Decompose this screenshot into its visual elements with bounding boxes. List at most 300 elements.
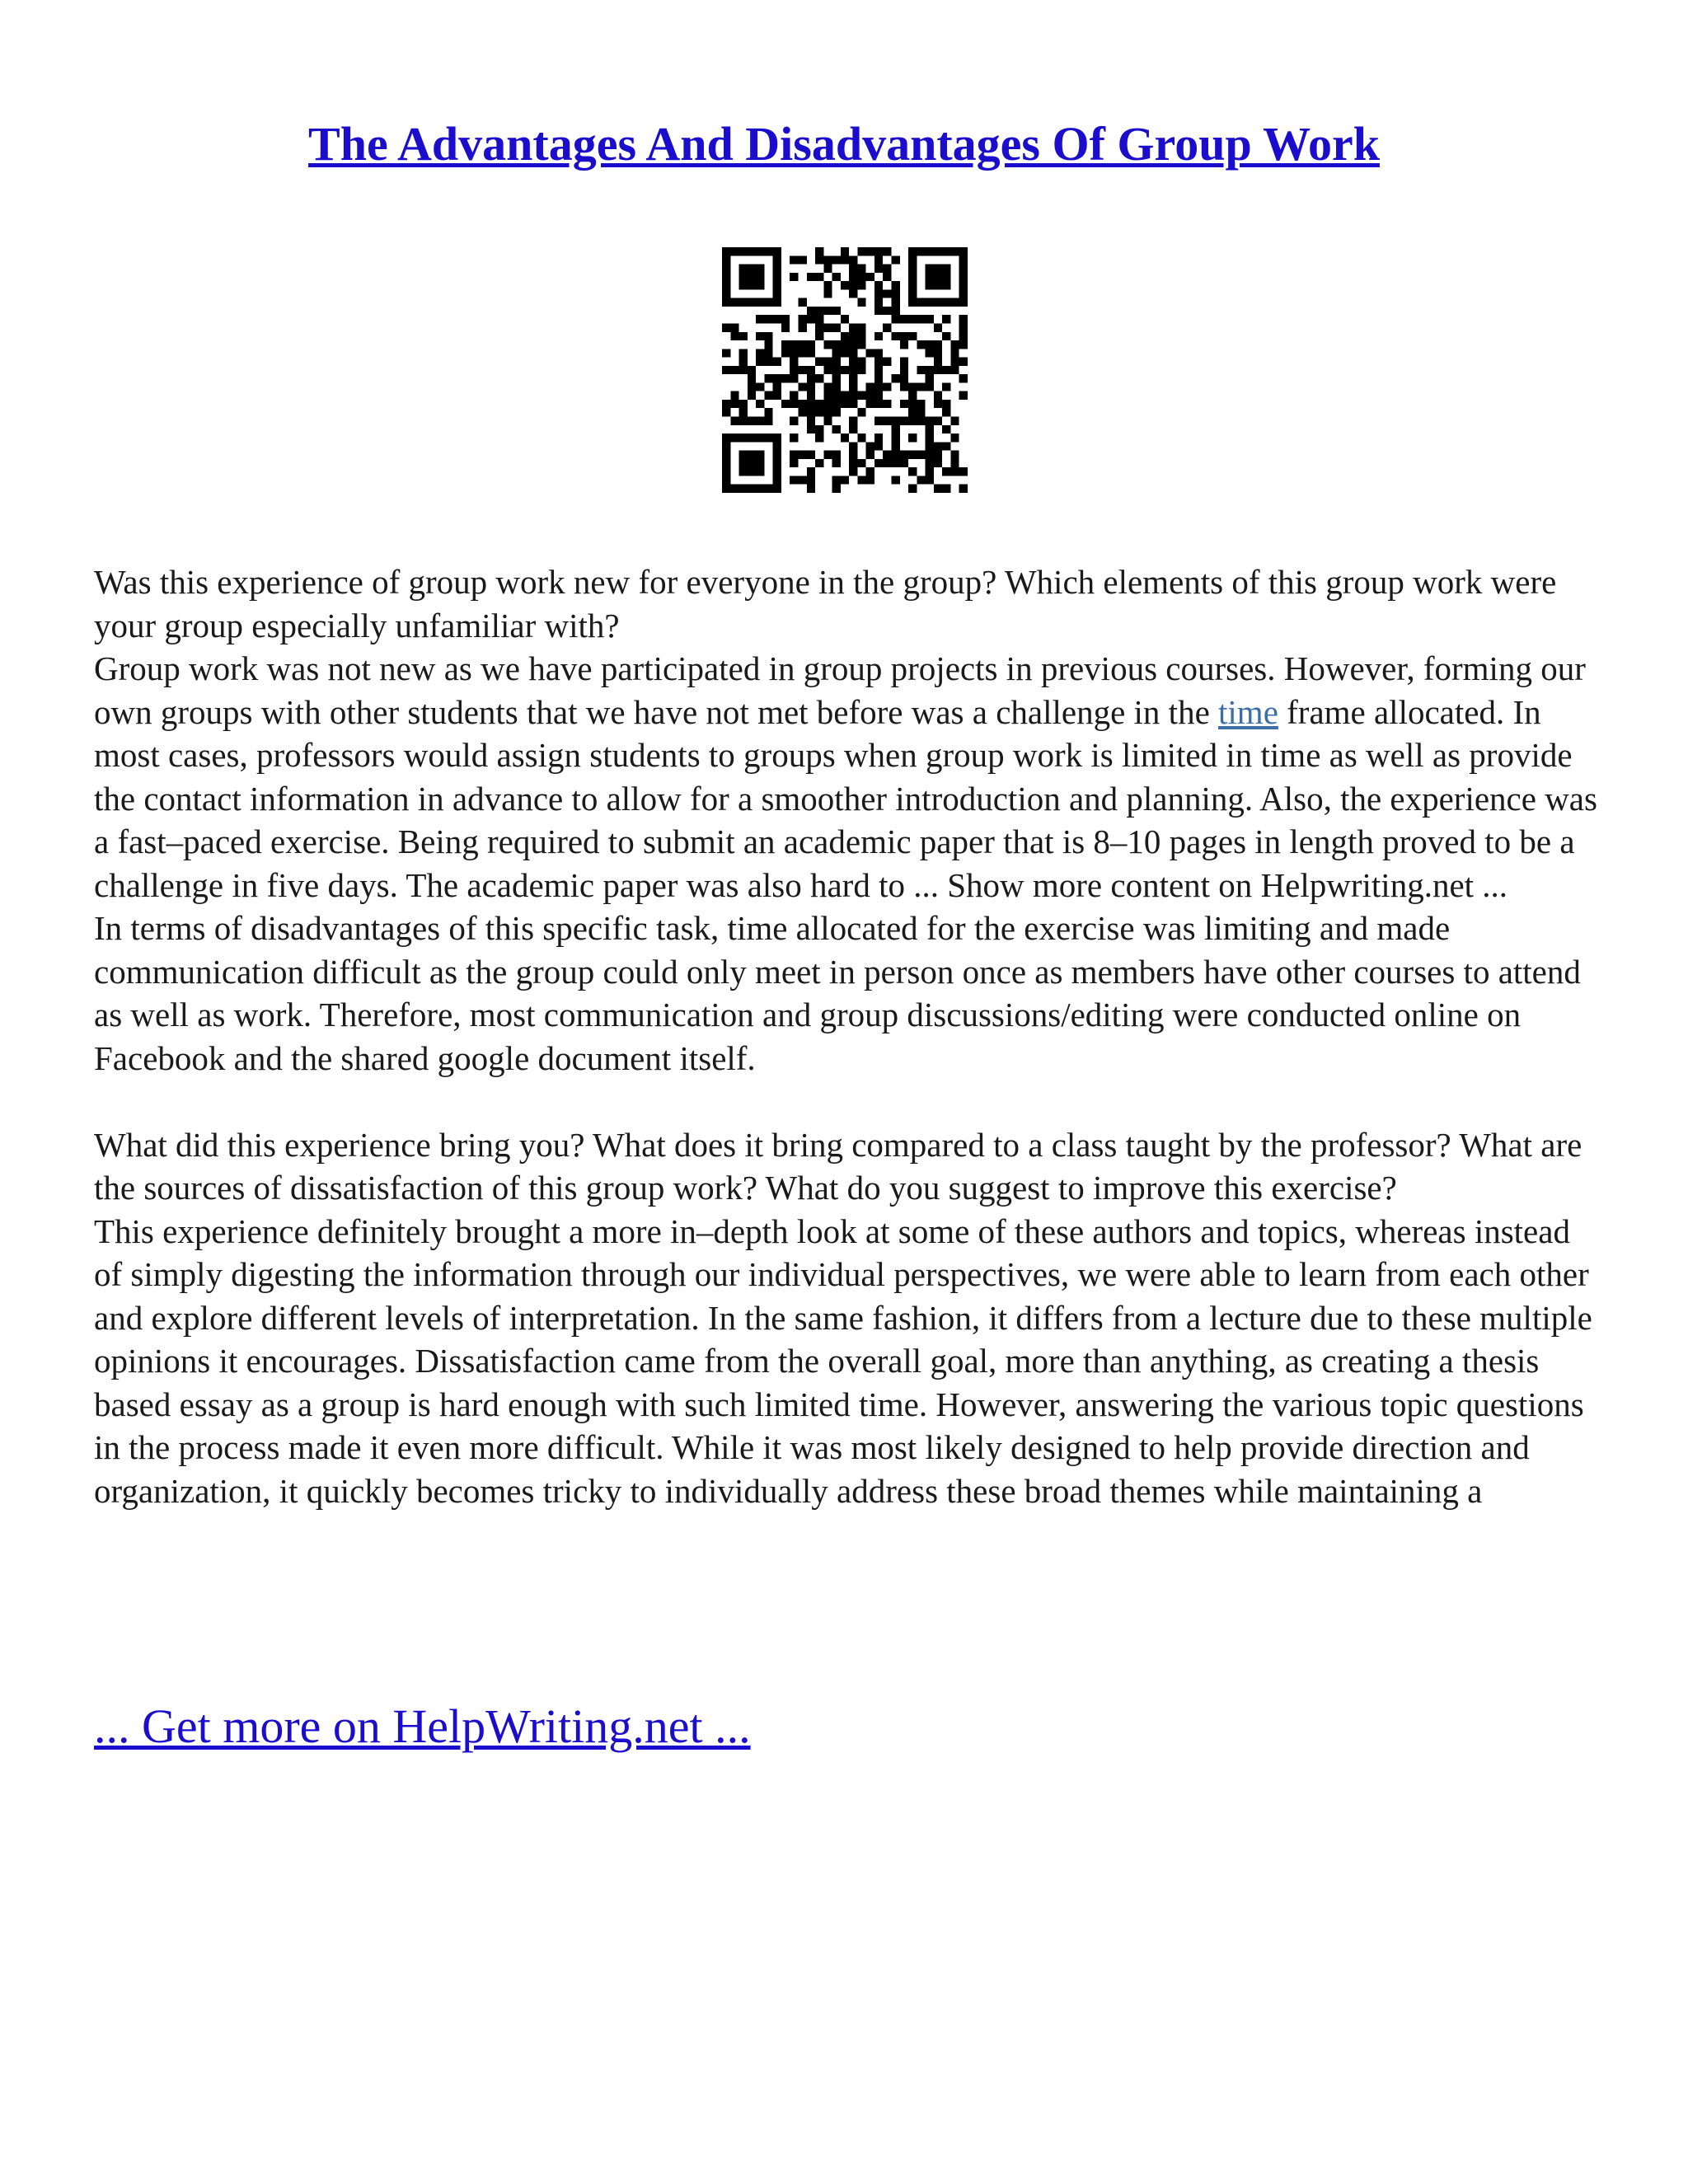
qr-module: [934, 298, 942, 307]
qr-module: [823, 382, 832, 391]
qr-module: [841, 476, 849, 484]
qr-module: [773, 273, 781, 281]
qr-module: [815, 434, 823, 442]
qr-module: [950, 417, 959, 425]
qr-module: [815, 408, 823, 416]
qr-module: [807, 485, 815, 493]
qr-module: [790, 476, 798, 484]
qr-module: [823, 366, 832, 374]
qr-module: [942, 315, 950, 323]
qr-module: [934, 485, 942, 493]
qr-module: [950, 451, 959, 459]
qr-module: [807, 273, 815, 281]
qr-module: [892, 459, 900, 467]
qr-module: [942, 281, 950, 289]
qr-module: [773, 451, 781, 459]
qr-module: [959, 265, 968, 273]
qr-module: [748, 382, 756, 391]
qr-module: [832, 382, 841, 391]
qr-module: [798, 323, 806, 331]
answer-1-text-end: frame allocated. In most cases, professors would assign students to groups when group work is limited in time as well as provide the contact information in advance to allow for a smoother introduction and planning. Also, the experience was a fast–paced exercise. Being required to submit an academic paper that is 8–10 pages in length proved to be a challenge in five days. The academic paper was also hard to ... Show more content on Helpwriting.net ...: [94, 692, 1597, 904]
get-more-link[interactable]: ... Get more on HelpWriting.net ...: [94, 1699, 751, 1753]
document-body: [94, 560, 1602, 1512]
qr-module: [959, 298, 968, 307]
qr-module: [874, 349, 883, 357]
qr-module: [764, 315, 772, 323]
qr-module: [798, 315, 806, 323]
qr-module: [773, 374, 781, 382]
qr-module: [892, 374, 900, 382]
qr-module: [807, 400, 815, 408]
qr-module: [917, 315, 925, 323]
qr-module: [748, 417, 756, 425]
qr-module: [874, 434, 883, 442]
qr-module: [874, 442, 883, 450]
qr-module: [773, 467, 781, 476]
qr-module: [739, 265, 748, 273]
qr-module: [748, 247, 756, 255]
qr-module: [722, 323, 730, 331]
qr-module: [917, 400, 925, 408]
qr-module: [756, 349, 764, 357]
qr-module: [748, 391, 756, 400]
qr-module: [900, 315, 908, 323]
qr-module: [959, 323, 968, 331]
qr-module: [926, 459, 934, 467]
qr-module: [756, 434, 764, 442]
qr-module: [917, 408, 925, 416]
qr-module: [748, 366, 756, 374]
qr-module: [900, 417, 908, 425]
qr-module: [900, 374, 908, 382]
qr-module: [748, 467, 756, 476]
qr-module: [959, 332, 968, 340]
qr-module: [815, 358, 823, 366]
qr-module: [730, 298, 738, 307]
qr-module: [857, 366, 865, 374]
qr-module: [900, 358, 908, 366]
qr-module: [934, 459, 942, 467]
qr-module: [807, 425, 815, 434]
qr-module: [739, 273, 748, 281]
qr-module: [849, 255, 857, 264]
qr-module: [832, 485, 841, 493]
qr-module: [950, 434, 959, 442]
qr-module: [722, 476, 730, 484]
qr-module: [874, 366, 883, 374]
qr-module: [874, 358, 883, 366]
qr-module: [857, 459, 865, 467]
qr-module: [892, 425, 900, 434]
qr-module: [790, 451, 798, 459]
qr-module: [866, 442, 874, 450]
qr-module: [739, 298, 748, 307]
qr-module: [883, 265, 891, 273]
qr-module: [815, 255, 823, 264]
qr-module: [730, 366, 738, 374]
qr-module: [857, 434, 865, 442]
qr-module: [849, 425, 857, 434]
qr-module: [926, 265, 934, 273]
qr-module: [764, 434, 772, 442]
qr-module: [790, 340, 798, 349]
qr-module: [841, 281, 849, 289]
qr-module: [934, 391, 942, 400]
qr-module: [917, 451, 925, 459]
qr-module: [908, 400, 917, 408]
qr-module: [815, 315, 823, 323]
qr-module: [917, 417, 925, 425]
qr-module: [773, 255, 781, 264]
qr-module: [908, 265, 917, 273]
qr-module: [756, 247, 764, 255]
qr-module: [722, 349, 730, 357]
qr-module: [866, 391, 874, 400]
qr-module: [942, 273, 950, 281]
qr-module: [823, 400, 832, 408]
qr-module: [874, 374, 883, 382]
qr-module: [908, 382, 917, 391]
qr-module: [959, 281, 968, 289]
qr-module: [874, 255, 883, 264]
qr-module: [841, 255, 849, 264]
qr-module: [900, 332, 908, 340]
qr-module: [823, 255, 832, 264]
qr-module: [883, 400, 891, 408]
qr-module: [798, 476, 806, 484]
qr-module: [790, 459, 798, 467]
qr-module: [849, 265, 857, 273]
qr-module: [892, 298, 900, 307]
qr-module: [756, 467, 764, 476]
qr-module: [874, 332, 883, 340]
qr-module: [959, 485, 968, 493]
qr-module: [815, 459, 823, 467]
qr-module: [739, 332, 748, 340]
qr-module: [832, 451, 841, 459]
qr-module: [908, 298, 917, 307]
qr-module: [823, 281, 832, 289]
qr-module: [722, 451, 730, 459]
qr-module: [892, 442, 900, 450]
qr-module: [883, 247, 891, 255]
qr-module: [748, 451, 756, 459]
qr-module: [874, 400, 883, 408]
qr-module: [883, 358, 891, 366]
qr-module: [883, 273, 891, 281]
qr-module: [841, 400, 849, 408]
qr-module: [849, 374, 857, 382]
paragraph-gap: [94, 1080, 1602, 1123]
qr-module: [815, 323, 823, 331]
qr-module: [926, 467, 934, 476]
qr-module: [790, 349, 798, 357]
more-link-container: [94, 1698, 751, 1755]
qr-module: [756, 265, 764, 273]
qr-module: [798, 349, 806, 357]
qr-module: [730, 434, 738, 442]
qr-module: [900, 451, 908, 459]
qr-module: [798, 340, 806, 349]
qr-module: [908, 451, 917, 459]
qr-module: [849, 340, 857, 349]
qr-module: [841, 434, 849, 442]
qr-module: [764, 374, 772, 382]
qr-module: [849, 400, 857, 408]
qr-module: [722, 281, 730, 289]
qr-module: [807, 315, 815, 323]
question-1: Was this experience of group work new for everyone in the group? Which elements of this group work were your group especially unfamiliar with?: [94, 563, 1557, 644]
qr-module: [781, 323, 790, 331]
qr-module: [892, 315, 900, 323]
qr-module: [900, 366, 908, 374]
qr-module: [764, 349, 772, 357]
qr-module: [959, 391, 968, 400]
qr-module: [807, 349, 815, 357]
qr-module: [807, 467, 815, 476]
qr-module: [857, 281, 865, 289]
qr-module: [764, 485, 772, 493]
qr-module: [934, 451, 942, 459]
qr-module: [841, 247, 849, 255]
qr-module: [773, 281, 781, 289]
qr-module: [773, 382, 781, 391]
qr-module: [849, 417, 857, 425]
qr-module: [926, 247, 934, 255]
qr-module: [781, 315, 790, 323]
qr-module: [739, 459, 748, 467]
qr-module: [934, 358, 942, 366]
qr-module: [756, 358, 764, 366]
qr-module: [866, 349, 874, 357]
qr-module: [942, 400, 950, 408]
qr-module: [883, 417, 891, 425]
qr-module: [959, 374, 968, 382]
qr-module: [739, 358, 748, 366]
qr-module: [781, 400, 790, 408]
qr-module: [807, 391, 815, 400]
qr-module: [926, 451, 934, 459]
qr-module: [756, 315, 764, 323]
qr-module: [722, 467, 730, 476]
qr-module: [857, 247, 865, 255]
qr-module: [823, 391, 832, 400]
qr-module: [798, 298, 806, 307]
qr-module: [730, 400, 738, 408]
qr-module: [798, 255, 806, 264]
qr-module: [790, 434, 798, 442]
qr-module: [849, 382, 857, 391]
qr-module: [832, 273, 841, 281]
qr-module: [832, 255, 841, 264]
qr-module: [874, 247, 883, 255]
qr-module: [798, 366, 806, 374]
qr-module: [823, 451, 832, 459]
qr-module: [874, 459, 883, 467]
qr-module: [739, 408, 748, 416]
qr-module: [841, 391, 849, 400]
qr-module: [926, 273, 934, 281]
qr-module: [722, 459, 730, 467]
qr-module: [832, 391, 841, 400]
qr-module: [883, 323, 891, 331]
qr-module: [748, 281, 756, 289]
qr-module: [866, 476, 874, 484]
qr-module: [739, 247, 748, 255]
qr-module: [892, 451, 900, 459]
qr-module: [739, 434, 748, 442]
qr-module: [815, 247, 823, 255]
qr-module: [959, 358, 968, 366]
qr-module: [959, 255, 968, 264]
qr-module: [917, 340, 925, 349]
qr-module: [926, 281, 934, 289]
qr-module: [917, 382, 925, 391]
question-2: What did this experience bring you? What does it bring compared to a class taught by the professor? What are the sources of dissatisfaction of this group work? What do you suggest to improve this exercise?: [94, 1125, 1582, 1207]
qr-module: [807, 340, 815, 349]
qr-module: [773, 442, 781, 450]
qr-module: [815, 400, 823, 408]
qr-module: [959, 467, 968, 476]
qr-module: [883, 307, 891, 315]
qr-module: [857, 273, 865, 281]
qr-module: [764, 417, 772, 425]
qr-module: [832, 323, 841, 331]
qr-module: [832, 408, 841, 416]
qr-module: [748, 434, 756, 442]
qr-module: [908, 273, 917, 281]
qr-module: [773, 289, 781, 298]
qr-module: [730, 391, 738, 400]
qr-module: [756, 273, 764, 281]
qr-module: [908, 332, 917, 340]
qr-module: [959, 247, 968, 255]
qr-module: [722, 442, 730, 450]
qr-module: [739, 485, 748, 493]
qr-module: [773, 459, 781, 467]
qr-module: [892, 417, 900, 425]
qr-module: [926, 298, 934, 307]
qr-module: [748, 265, 756, 273]
qr-module: [730, 323, 738, 331]
qr-module: [841, 315, 849, 323]
qr-module: [748, 485, 756, 493]
qr-module: [900, 400, 908, 408]
qr-module: [857, 298, 865, 307]
qr-module: [926, 366, 934, 374]
qr-module: [942, 265, 950, 273]
qr-module: [849, 467, 857, 476]
qr-module: [722, 289, 730, 298]
qr-module: [756, 332, 764, 340]
qr-module: [849, 459, 857, 467]
qr-module: [739, 400, 748, 408]
qr-module: [874, 391, 883, 400]
qr-module: [815, 273, 823, 281]
qr-module: [942, 442, 950, 450]
qr-module: [883, 289, 891, 298]
qr-module: [739, 281, 748, 289]
qr-module: [781, 349, 790, 357]
qr-module: [849, 332, 857, 340]
qr-module: [857, 340, 865, 349]
qr-module: [773, 476, 781, 484]
qr-module: [934, 265, 942, 273]
qr-module: [722, 265, 730, 273]
qr-module: [934, 417, 942, 425]
qr-module: [908, 467, 917, 476]
qr-module: [934, 273, 942, 281]
qr-module: [934, 442, 942, 450]
qr-module: [823, 358, 832, 366]
qr-module: [722, 255, 730, 264]
answer-1: [94, 647, 1602, 907]
qr-module: [832, 340, 841, 349]
qr-module: [841, 332, 849, 340]
qr-module: [730, 485, 738, 493]
qr-module: [722, 400, 730, 408]
qr-module: [942, 467, 950, 476]
qr-module: [798, 451, 806, 459]
qr-module: [781, 374, 790, 382]
qr-module: [926, 340, 934, 349]
qr-module: [756, 382, 764, 391]
qr-module: [823, 289, 832, 298]
qr-module: [866, 467, 874, 476]
qr-module: [926, 374, 934, 382]
time-link[interactable]: time: [1218, 692, 1278, 731]
qr-module: [942, 247, 950, 255]
qr-module: [722, 298, 730, 307]
title-link[interactable]: The Advantages And Disadvantages Of Group Work: [308, 117, 1380, 171]
qr-module: [790, 374, 798, 382]
qr-module: [773, 485, 781, 493]
qr-module: [832, 307, 841, 315]
qr-module: [934, 400, 942, 408]
qr-module: [722, 434, 730, 442]
qr-module: [807, 476, 815, 484]
qr-module: [823, 340, 832, 349]
qr-module: [730, 247, 738, 255]
qr-module: [883, 382, 891, 391]
qr-module: [815, 425, 823, 434]
qr-module: [917, 366, 925, 374]
qr-module: [773, 315, 781, 323]
qr-module: [874, 298, 883, 307]
qr-module: [950, 247, 959, 255]
qr-module: [756, 298, 764, 307]
qr-module: [748, 273, 756, 281]
qr-module: [942, 485, 950, 493]
qr-module: [722, 366, 730, 374]
qr-module: [849, 366, 857, 374]
qr-module: [807, 382, 815, 391]
qr-module: [764, 408, 772, 416]
qr-module: [942, 366, 950, 374]
qr-module: [874, 289, 883, 298]
qr-module: [900, 459, 908, 467]
qr-module: [908, 408, 917, 416]
qr-module: [900, 340, 908, 349]
qr-module: [857, 265, 865, 273]
qr-module: [926, 349, 934, 357]
qr-module: [926, 425, 934, 434]
qr-module: [722, 247, 730, 255]
qr-module: [832, 358, 841, 366]
qr-module: [874, 382, 883, 391]
qr-module: [908, 391, 917, 400]
qr-module: [874, 307, 883, 315]
